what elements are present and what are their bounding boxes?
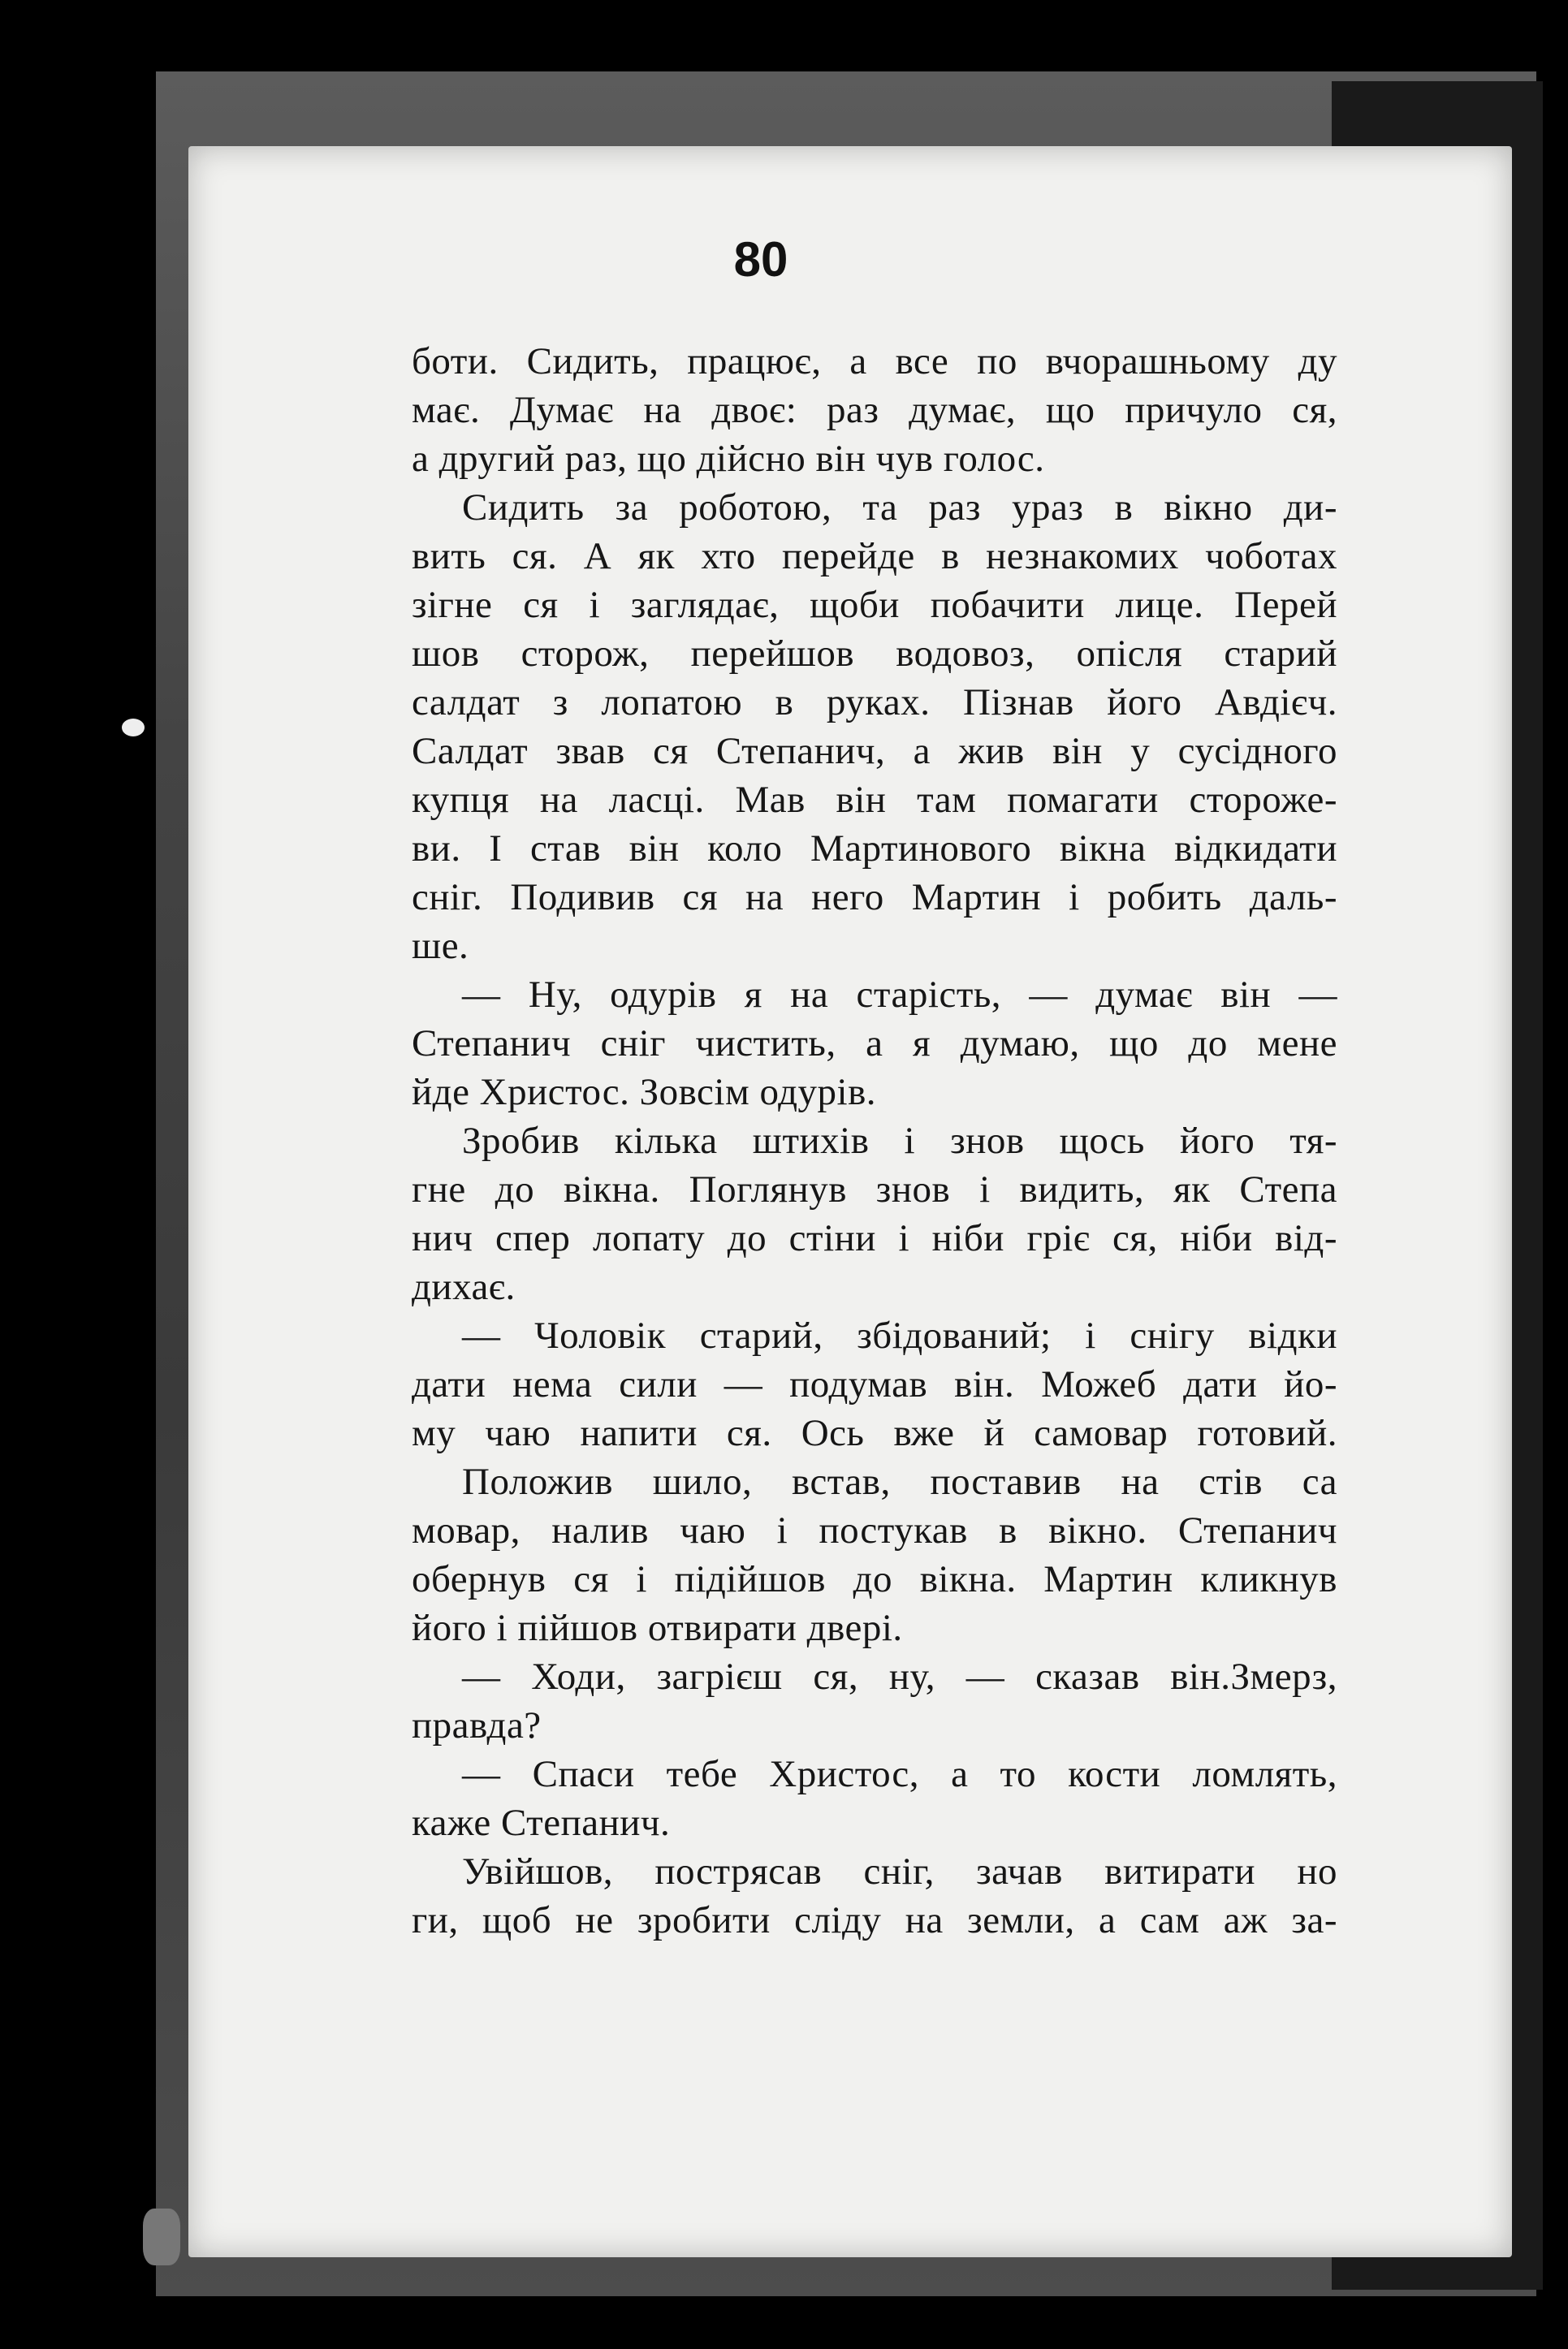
- text-line: Зробив кілька штихів і знов щось його тя-: [462, 1120, 1337, 1162]
- text-line: а другий раз, що дійсно він чув голос.: [412, 438, 1045, 480]
- text-line: салдат з лопатою в руках. Пізнав його Авдієч.: [412, 681, 1337, 723]
- text-line: Положив шило, встав, поставив на стів са: [462, 1461, 1337, 1503]
- text-line: шов сторож, перейшов водовоз, опісля старий: [412, 633, 1337, 675]
- text-line: дати нема сили — подумав він. Можеб дати йо-: [412, 1363, 1337, 1406]
- text-line: ви. І став він коло Мартинового вікна відкидати: [412, 827, 1337, 870]
- text-line: мовар, налив чаю і постукав в вікно. Степанич: [412, 1509, 1337, 1552]
- scan-speck: [143, 2209, 180, 2265]
- text-line: Салдат звав ся Степанич, а жив він у сусідного: [412, 730, 1337, 772]
- scan-speck: [122, 719, 145, 736]
- text-line: йде Христос. Зовсім одурів.: [412, 1071, 877, 1113]
- text-line: Сидить за роботою, та раз ураз в вікно ди-: [462, 486, 1337, 529]
- text-line: обернув ся і підійшов до вікна. Мартин кликнув: [412, 1558, 1337, 1600]
- text-line: каже Степанич.: [412, 1802, 671, 1844]
- text-line: нич спер лопату до стіни і ніби гріє ся, ніби від-: [412, 1217, 1337, 1259]
- page-number: 80: [733, 232, 788, 287]
- text-line: правда?: [412, 1704, 542, 1747]
- text-line: купця на ласці. Мав він там помагати стороже-: [412, 779, 1337, 821]
- text-line: боти. Сидить, працює, а все по вчорашньому ду: [412, 340, 1337, 382]
- text-line: Степанич сніг чистить, а я думаю, що до мене: [412, 1022, 1337, 1064]
- text-line: зігне ся і заглядає, щоби побачити лице. Перей: [412, 584, 1337, 626]
- page-text-block: [412, 337, 1337, 1945]
- text-line: дихає.: [412, 1266, 516, 1308]
- text-line: Увійшов, пострясав сніг, зачав витирати но: [462, 1850, 1337, 1893]
- text-line: — Чоловік старий, збідований; і снігу відки: [462, 1315, 1337, 1357]
- text-line: — Спаси тебе Христос, а то кости ломлять,: [462, 1753, 1337, 1795]
- text-line: ше.: [412, 925, 469, 967]
- text-line: — Ну, одурів я на старість, — думає він —: [462, 974, 1337, 1016]
- book-page: [188, 146, 1512, 2257]
- text-line: його і пійшов отвирати двері.: [412, 1607, 903, 1649]
- text-line: сніг. Подивив ся на него Мартин і робить даль-: [412, 876, 1337, 918]
- text-line: гне до вікна. Поглянув знов і видить, як Степа: [412, 1168, 1337, 1211]
- text-line: ги, щоб не зробити сліду на земли, а сам аж за-: [412, 1899, 1337, 1941]
- text-line: му чаю напити ся. Ось вже й самовар готовий.: [412, 1412, 1337, 1454]
- text-line: вить ся. А як хто перейде в незнакомих чоботах: [412, 535, 1337, 577]
- text-line: — Ходи, загрієш ся, ну, — сказав він.Змерз,: [462, 1656, 1337, 1698]
- text-line: має. Думає на двоє: раз думає, що причуло ся,: [412, 389, 1337, 431]
